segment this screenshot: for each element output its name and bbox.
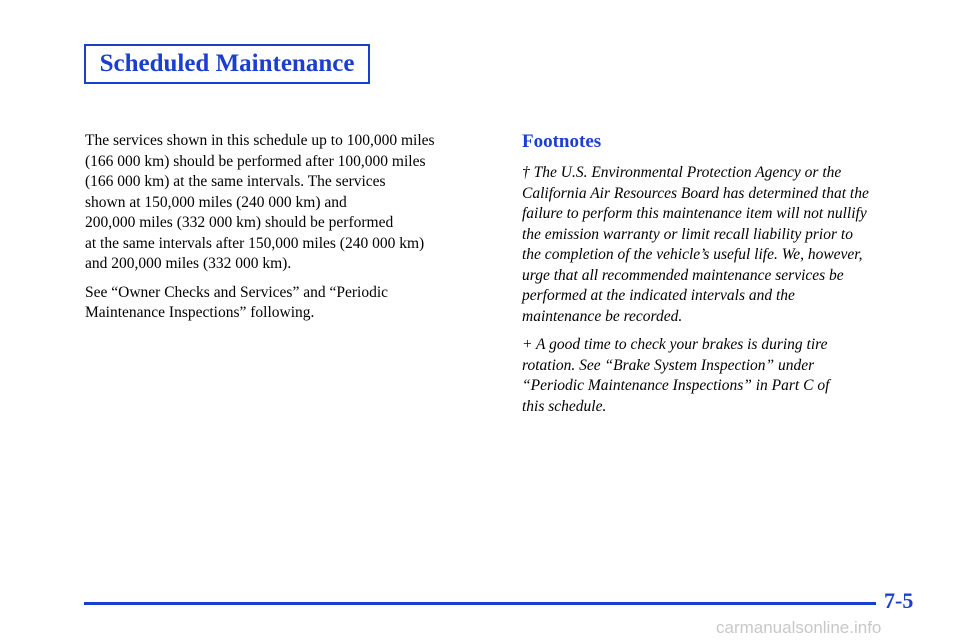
watermark-text: carmanualsonline.info <box>716 618 882 637</box>
text-line: 200,000 miles (332 000 km) should be performed <box>85 214 394 231</box>
section-title: Scheduled Maintenance <box>99 50 355 77</box>
text-line: the emission warranty or limit recall liability prior to <box>522 225 853 243</box>
text-line: California Air Resources Board has determined that the <box>522 184 869 202</box>
text-line: at the same intervals after 150,000 miles (240 000 km) <box>85 234 425 252</box>
text-line: + A good time to check your brakes is during tire <box>522 336 828 353</box>
text-line: performed at the indicated intervals and the <box>522 287 795 304</box>
text-line: (166 000 km) at the same intervals. The services <box>85 173 386 190</box>
text-line: rotation. See “Brake System Inspection” under <box>522 356 815 374</box>
left-column <box>85 131 505 332</box>
text-line: † The U.S. Environmental Protection Agency or the <box>522 164 842 181</box>
text-line: (166 000 km) should be performed after 100,000 miles <box>85 152 426 170</box>
footnote-dagger <box>522 163 927 327</box>
paragraph-service-intervals <box>85 131 505 275</box>
page-number: 7-5 <box>884 588 914 613</box>
text-line: maintenance be recorded. <box>522 307 683 325</box>
paragraph-see-also <box>85 283 505 324</box>
text-line: this schedule. <box>522 397 607 415</box>
text-line: shown at 150,000 miles (240 000 km) and <box>85 193 347 211</box>
text-line: Maintenance Inspections” following. <box>85 304 315 321</box>
footnotes-heading: Footnotes <box>522 131 602 152</box>
text-line: The services shown in this schedule up to 100,000 miles <box>85 132 435 149</box>
text-line: and 200,000 miles (332 000 km). <box>85 255 292 272</box>
footnote-plus <box>522 335 927 417</box>
text-line: “Periodic Maintenance Inspections” in Part C of <box>522 377 830 394</box>
text-line: See “Owner Checks and Services” and “Periodic <box>85 283 388 301</box>
footer-divider <box>84 602 876 605</box>
text-line: failure to perform this maintenance item will not nullify <box>522 205 867 222</box>
section-header-box <box>84 44 370 84</box>
right-column <box>522 130 927 425</box>
text-line: urge that all recommended maintenance services be <box>522 266 844 284</box>
text-line: the completion of the vehicle’s useful life. We, however, <box>522 246 863 263</box>
